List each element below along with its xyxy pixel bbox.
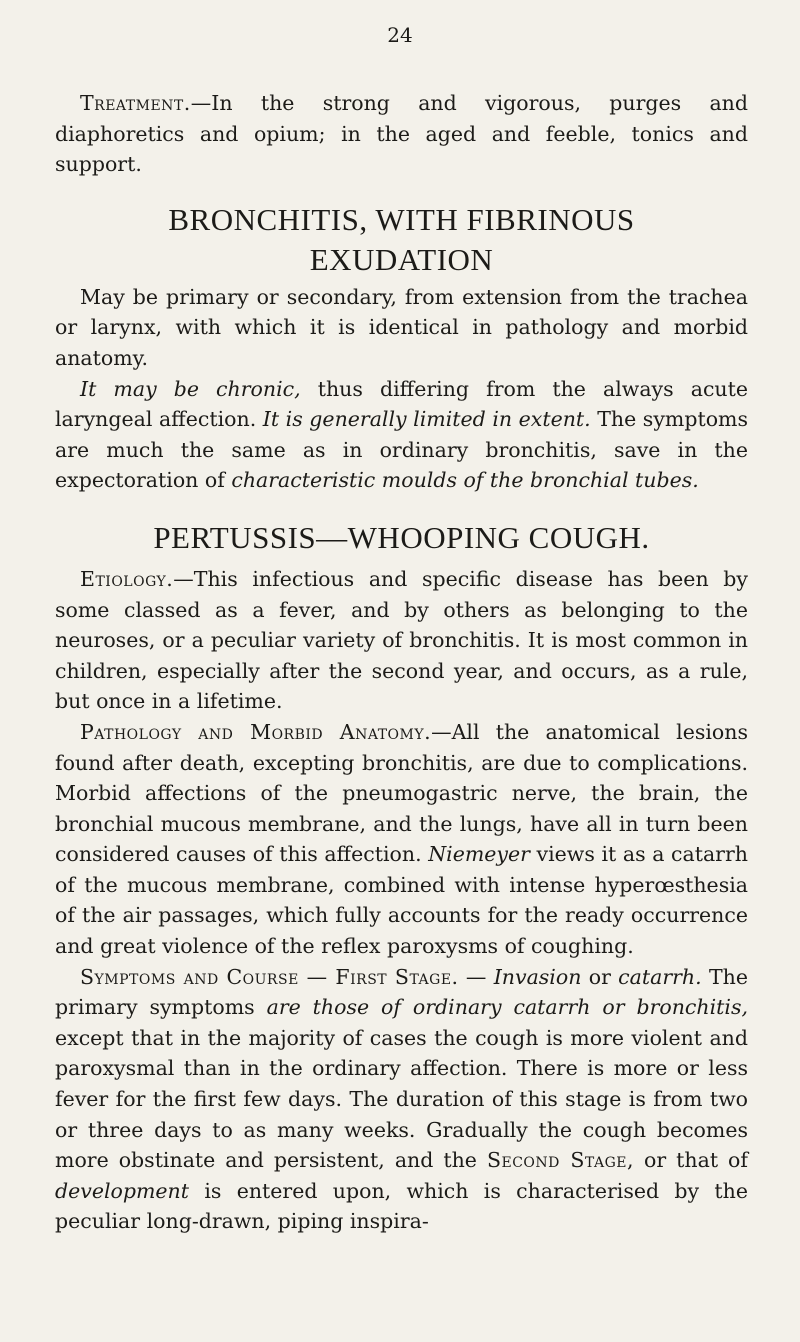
symptoms-italic-invasion: Invasion bbox=[493, 964, 582, 989]
pathology-italic-niemeyer: Niemeyer bbox=[428, 842, 530, 867]
treatment-heading: Treatment. bbox=[80, 91, 191, 115]
bronchitis-paragraph-1: May be primary or secondary, from extension from the trachea or larynx, with which it is identical in pathology and morbid anatomy. bbox=[55, 284, 748, 370]
treatment-paragraph bbox=[55, 88, 748, 180]
symptoms-italic-catarrh: catarrh. bbox=[618, 964, 702, 989]
pathology-paragraph bbox=[55, 717, 748, 962]
etiology-paragraph bbox=[55, 564, 748, 717]
etiology-heading: Etiology. bbox=[80, 566, 174, 591]
symptoms-text-3: The primary symptoms bbox=[55, 964, 748, 1020]
bronchitis-title bbox=[55, 200, 748, 280]
page-number: 24 bbox=[387, 23, 413, 47]
page-content bbox=[55, 88, 748, 1237]
symptoms-italic-ordinary: are those of ordinary catarrh or bronchitis, bbox=[266, 995, 748, 1020]
bronchitis-title-line1: BRONCHITIS, WITH FIBRINOUS bbox=[168, 201, 635, 237]
bronchitis-paragraph-2 bbox=[55, 374, 748, 496]
symptoms-text-5: or that of bbox=[634, 1148, 748, 1173]
bronchitis-title-line2: EXUDATION bbox=[309, 241, 494, 277]
bronchitis-text-1: thus differing from the always acute laryngeal affection. bbox=[55, 376, 748, 432]
pathology-heading: Pathology and Morbid Anatomy. bbox=[80, 719, 432, 744]
symptoms-text-1: — bbox=[458, 964, 494, 989]
pathology-text-1: —All the anatomical lesions found after death, excepting bronchitis, are due to complications. Morbid affections of the pneumogastric nerve, the brain, the bronchial mucous membrane, and the lungs, have all in turn been considered causes of this affection. bbox=[55, 719, 748, 867]
bronchitis-text-2: The symptoms are much the same as in ordinary bronchitis, save in the expectoration of bbox=[55, 407, 748, 493]
symptoms-paragraph bbox=[55, 962, 748, 1237]
symptoms-text-6: is entered upon, which is characterised by the peculiar long-drawn, piping inspira- bbox=[55, 1178, 748, 1234]
bronchitis-italic-chronic: It may be chronic, bbox=[80, 376, 301, 401]
symptoms-heading: Symptoms and Course — First Stage. bbox=[80, 964, 459, 989]
bronchitis-italic-limited: It is generally limited in extent. bbox=[262, 407, 591, 432]
symptoms-italic-development: development bbox=[55, 1178, 190, 1203]
symptoms-text-4: except that in the majority of cases the cough is more violent and paroxysmal than in the ordinary affection. There is more or less fever for the first few days. The duration of this stage is from two or three days to as many weeks. Gradually the cough becomes more obstinate and persistent, and the bbox=[55, 1025, 748, 1173]
treatment-text: —In the strong and vigorous, purges and diaphoretics and opium; in the aged and feeble, tonics and support. bbox=[55, 91, 748, 177]
pertussis-title: PERTUSSIS—WHOOPING COUGH. bbox=[153, 519, 650, 555]
pathology-text-2: views it as a catarrh of the mucous membrane, combined with intense hyperœsthesia of the air passages, which fully accounts for the ready occurrence and great violence of the reflex paroxysms of coughing. bbox=[55, 842, 748, 959]
etiology-text: —This infectious and specific disease has been by some classed as a fever, and by others as belonging to the neuroses, or a peculiar variety of bronchitis. It is most common in children, especially after the second year, and occurs, as a rule, but once in a lifetime. bbox=[55, 566, 748, 714]
second-stage-heading: Second Stage, bbox=[486, 1148, 635, 1173]
bronchitis-italic-moulds: characteristic moulds of the bronchial tubes. bbox=[231, 468, 699, 493]
symptoms-text-2: or bbox=[581, 964, 619, 989]
